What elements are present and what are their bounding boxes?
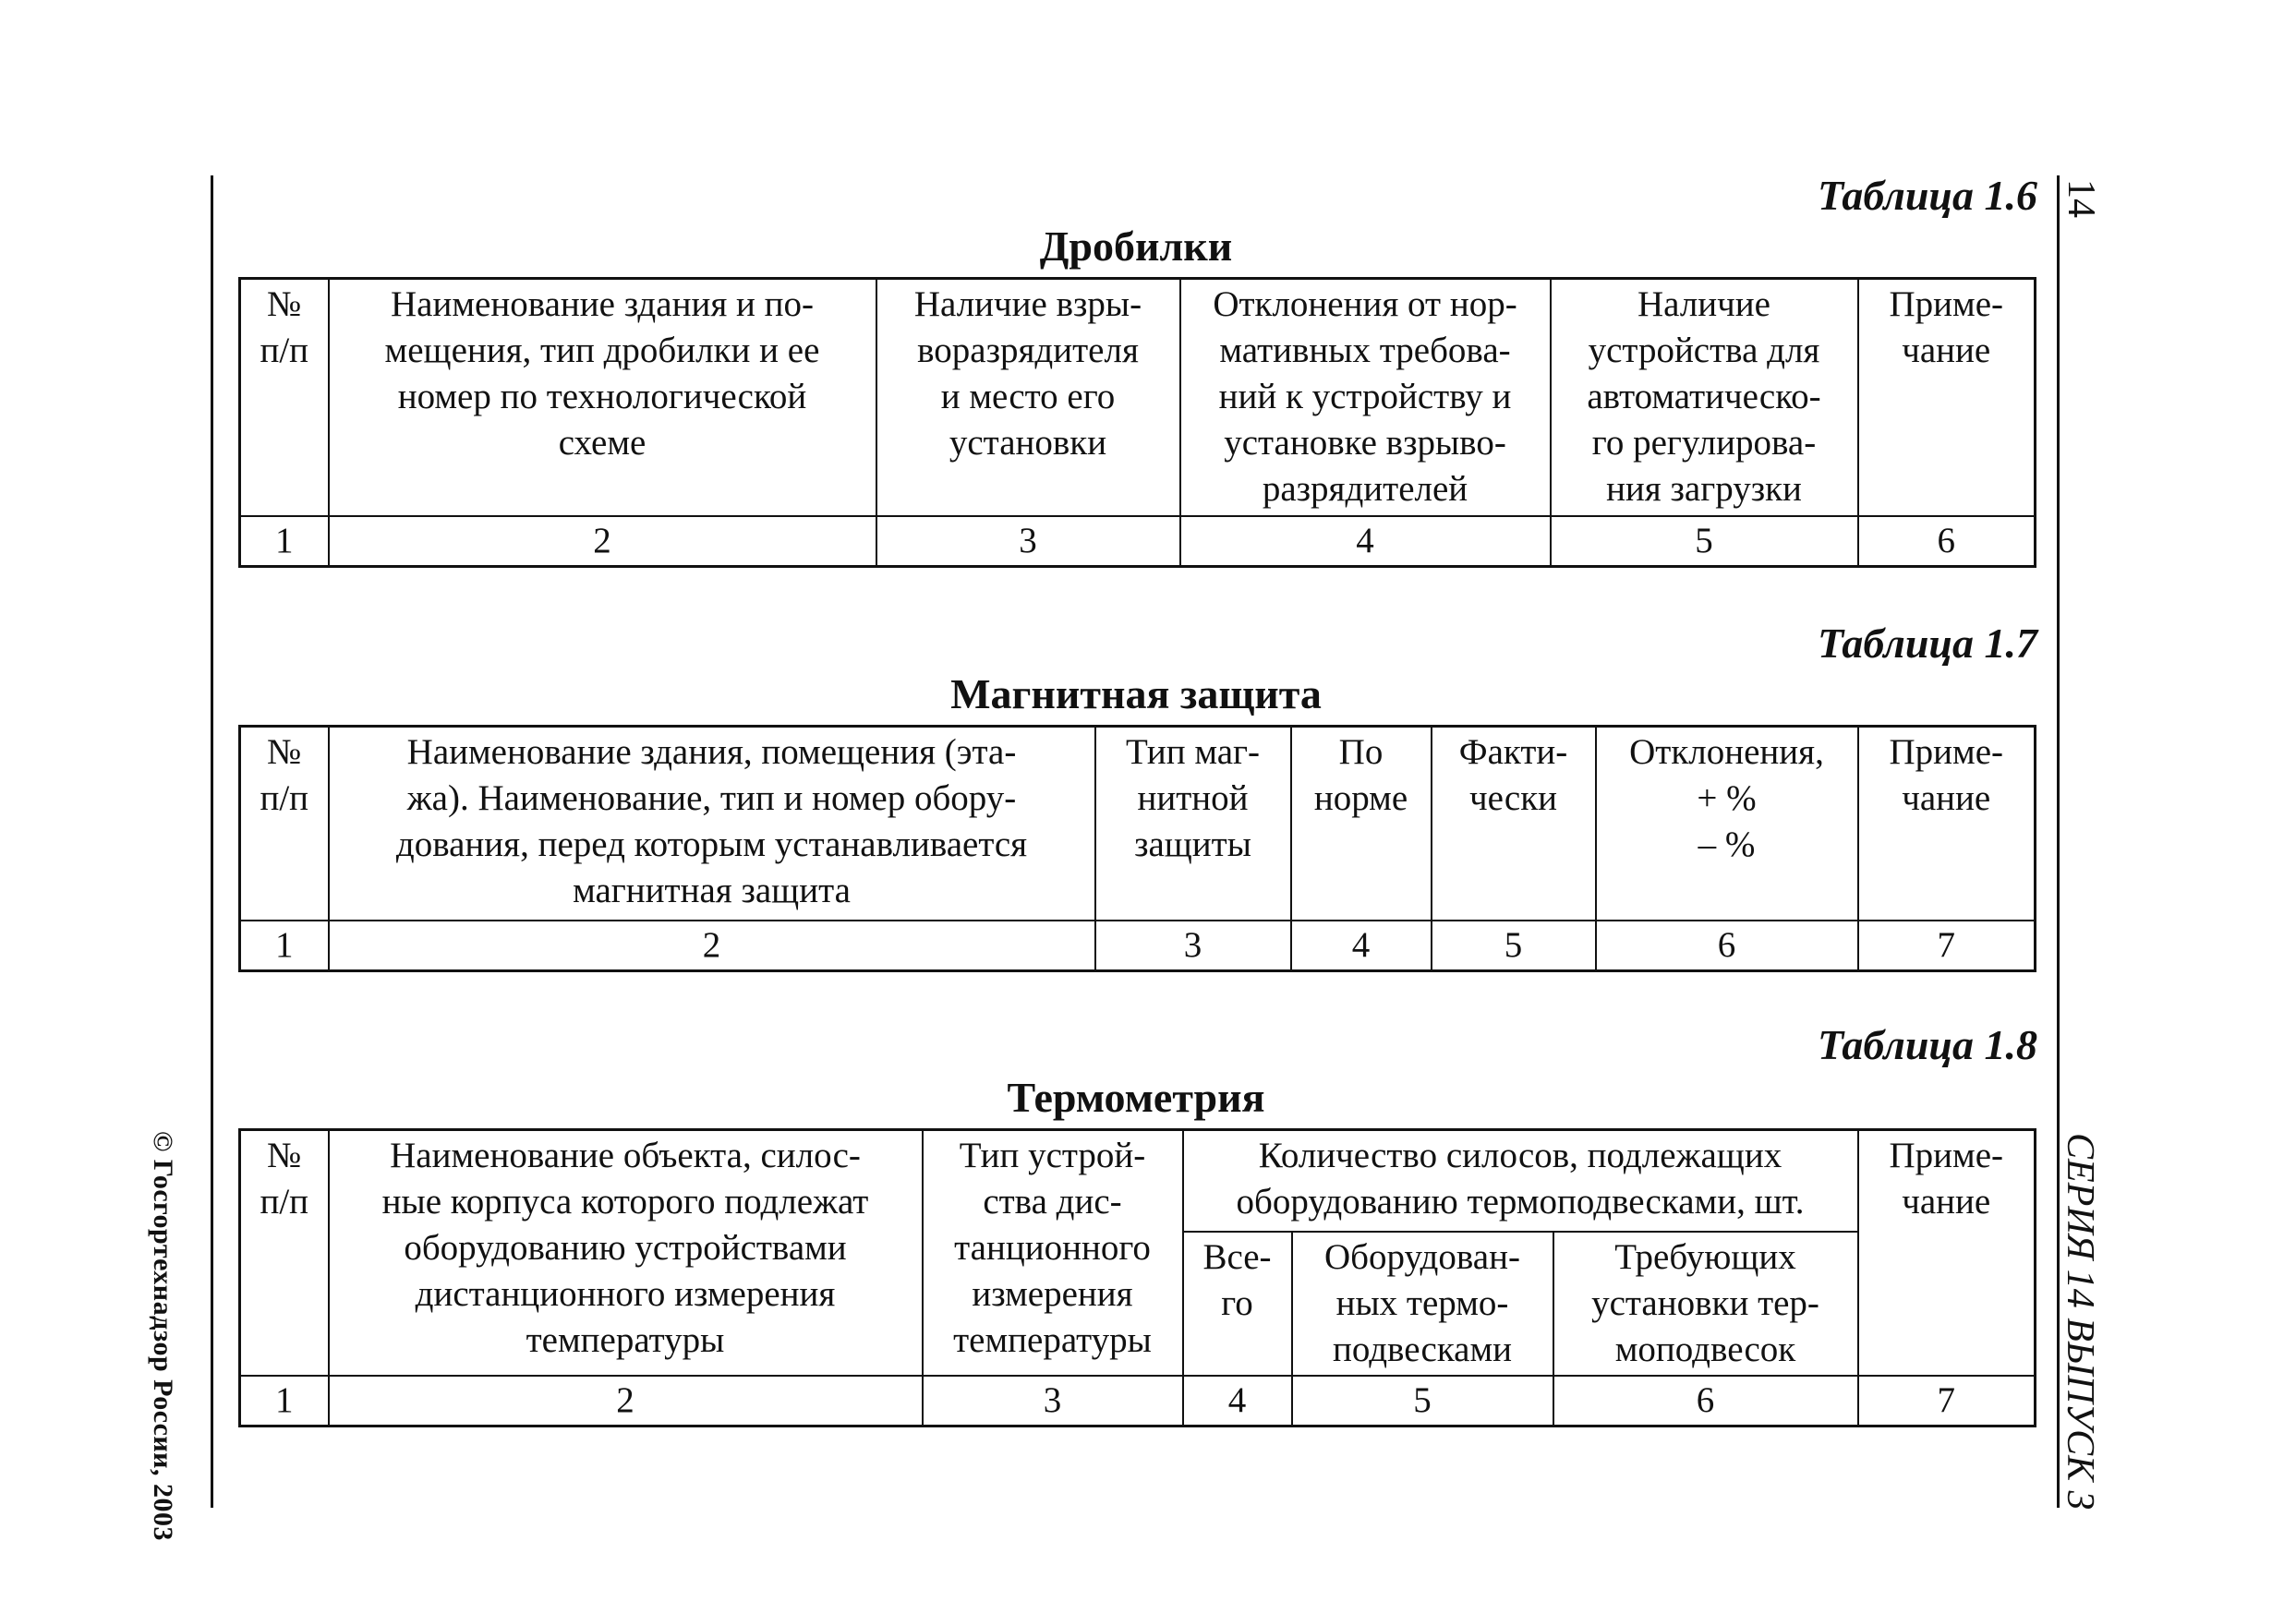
column-number: 2 (329, 1376, 923, 1426)
table-header-row (240, 279, 2036, 516)
header-cell: Факти- чески (1432, 727, 1596, 921)
header-cell: Приме- чание (1858, 1130, 2036, 1376)
table-1-8 (238, 1128, 2036, 1427)
column-number-row (240, 516, 2036, 567)
column-number: 4 (1180, 516, 1551, 567)
table-1-7 (238, 725, 2036, 972)
subheader-cell: Требующих установки тер- моподвесок (1553, 1232, 1858, 1376)
column-number: 2 (329, 921, 1095, 971)
column-number: 1 (240, 516, 329, 567)
header-group-cell: Количество силосов, подлежащих оборудованию термоподвесками, шт. (1183, 1130, 1858, 1232)
header-cell: Отклонения от нор- мативных требова- ний к устройству и установке взрыво- разрядителей (1180, 279, 1551, 516)
header-cell: Тип устрой- ства дис- танционного измерения температуры (923, 1130, 1183, 1376)
column-number-row (240, 1376, 2036, 1426)
table-1-6-title: Дробилки (1039, 223, 1233, 270)
table-1-6 (238, 277, 2036, 568)
column-number: 7 (1858, 1376, 2036, 1426)
column-number: 6 (1553, 1376, 1858, 1426)
header-cell: По норме (1291, 727, 1432, 921)
page-number: 14 (2060, 179, 2102, 218)
series-side-text: СЕРИЯ 14 ВЫПУСК 3 (2059, 1133, 2101, 1511)
left-margin-rule (211, 175, 213, 1508)
column-number: 5 (1292, 1376, 1553, 1426)
table-1-6-label: Таблица 1.6 (1817, 172, 2037, 219)
header-cell: № п/п (240, 1130, 329, 1376)
table-1-7-label: Таблица 1.7 (1817, 620, 2037, 667)
column-number: 2 (329, 516, 876, 567)
column-number: 1 (240, 921, 329, 971)
header-cell: Наименование здания, помещения (эта- жа). Наименование, тип и номер обору- дования, перед которым устанавливается магнитная защита (329, 727, 1095, 921)
header-cell: Приме- чание (1858, 279, 2036, 516)
column-number: 4 (1291, 921, 1432, 971)
header-cell: Наличие устройства для автоматическо- го регулирова- ния загрузки (1551, 279, 1858, 516)
column-number: 1 (240, 1376, 329, 1426)
header-cell: Тип маг- нитной защиты (1095, 727, 1291, 921)
header-cell: Наименование объекта, силос- ные корпуса которого подлежат оборудованию устройствами дистанционного измерения температуры (329, 1130, 923, 1376)
column-number-row (240, 921, 2036, 971)
table-header-row (240, 727, 2036, 921)
column-number: 3 (876, 516, 1180, 567)
header-cell: № п/п (240, 279, 329, 516)
subheader-cell: Все- го (1183, 1232, 1292, 1376)
table-header-row (240, 1130, 2036, 1232)
header-cell: Наименование здания и по- мещения, тип дробилки и ее номер по технологической схеме (329, 279, 876, 516)
header-cell: Наличие взры- воразрядителя и место его установки (876, 279, 1180, 516)
column-number: 3 (1095, 921, 1291, 971)
column-number: 3 (923, 1376, 1183, 1426)
column-number: 5 (1432, 921, 1596, 971)
header-cell: № п/п (240, 727, 329, 921)
copyright-side-text: © Госгортехнадзор России, 2003 (148, 1131, 178, 1541)
column-number: 4 (1183, 1376, 1292, 1426)
header-cell: Отклонения, + % – % (1596, 727, 1858, 921)
column-number: 5 (1551, 516, 1858, 567)
header-cell: Приме- чание (1858, 727, 2036, 921)
table-1-7-title: Магнитная защита (950, 670, 1322, 717)
table-1-8-title: Термометрия (1007, 1074, 1265, 1121)
subheader-cell: Оборудован- ных термо- подвесками (1292, 1232, 1553, 1376)
column-number: 6 (1858, 516, 2036, 567)
column-number: 6 (1596, 921, 1858, 971)
column-number: 7 (1858, 921, 2036, 971)
table-1-8-label: Таблица 1.8 (1817, 1021, 2037, 1068)
